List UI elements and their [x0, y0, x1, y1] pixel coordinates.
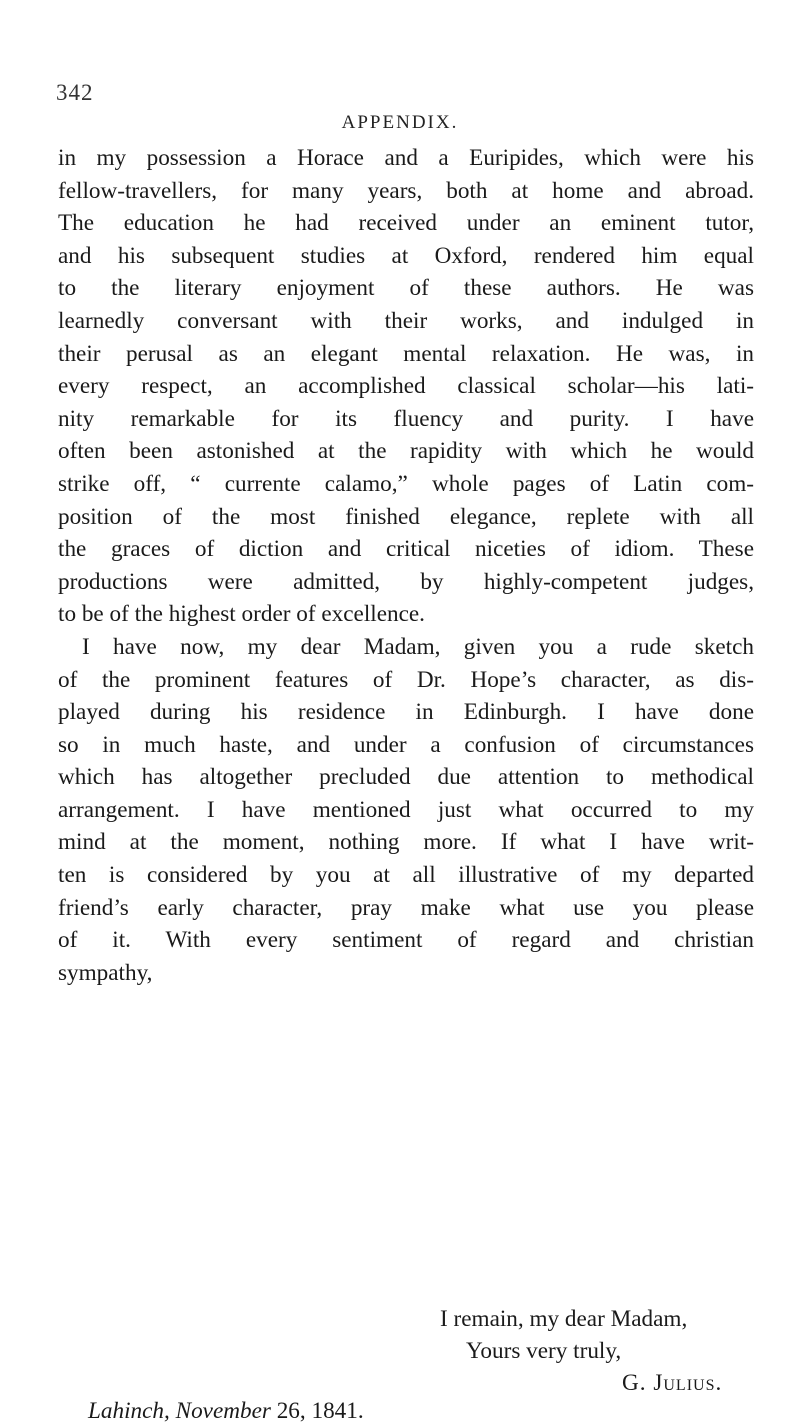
text-line: of it. With every sentiment of regard and christian: [58, 927, 754, 954]
text-line: and his subsequent studies at Oxford, rendered him equal: [58, 242, 754, 269]
text-line: of the prominent features of Dr. Hope’s character, as dis-: [58, 666, 754, 693]
text-line: arrangement. I have mentioned just what occurred to my: [58, 796, 754, 823]
text-line: their perusal as an elegant mental relaxation. He was, in: [58, 340, 754, 367]
text-line: The education he had received under an eminent tutor,: [58, 210, 754, 237]
text-line: fellow-travellers, for many years, both at home and abroad.: [58, 177, 754, 204]
text-line: friend’s early character, pray make what use you please: [58, 894, 754, 921]
page-number: 342: [56, 80, 94, 105]
text-line: every respect, an accomplished classical scholar—his lati-: [58, 373, 754, 400]
text-line: sympathy,: [58, 959, 153, 986]
text-line: so in much haste, and under a confusion of circumstances: [58, 731, 754, 758]
text-line: learnedly conversant with their works, and indulged in: [58, 307, 754, 334]
signature: G. Julius.: [622, 1370, 723, 1396]
text-line: I have now, my dear Madam, given you a rude sketch: [82, 633, 754, 660]
text-line: the graces of diction and critical niceties of idiom. These: [58, 536, 754, 563]
text-line: to the literary enjoyment of these authors. He was: [58, 275, 754, 302]
closing-line: I remain, my dear Madam,: [440, 1306, 688, 1332]
running-head: APPENDIX.: [341, 112, 459, 133]
text-line: played during his residence in Edinburgh. I have done: [58, 699, 754, 726]
dateline: [88, 1395, 364, 1428]
text-line: ten is considered by you at all illustrative of my departed: [58, 862, 754, 889]
text-line: in my possession a Horace and a Euripides, which were his: [58, 145, 754, 171]
dateline-date: 26, 1841.: [276, 1398, 364, 1424]
text-line: mind at the moment, nothing more. If what I have writ-: [58, 829, 754, 856]
text-line: often been astonished at the rapidity with which he would: [58, 438, 754, 465]
body-text: [58, 142, 754, 989]
text-line: productions were admitted, by highly-competent judges,: [58, 568, 754, 595]
closing-line: Yours very truly,: [466, 1338, 622, 1364]
text-line: strike off, “ currente calamo,” whole pages of Latin com-: [58, 470, 754, 497]
text-line: position of the most finished elegance, replete with all: [58, 503, 754, 530]
text-line: which has altogether precluded due attention to methodical: [58, 764, 754, 791]
text-line: nity remarkable for its fluency and purity. I have: [58, 405, 754, 432]
dateline-place: Lahinch, November: [88, 1398, 271, 1424]
text-line: to be of the highest order of excellence.: [58, 601, 425, 628]
